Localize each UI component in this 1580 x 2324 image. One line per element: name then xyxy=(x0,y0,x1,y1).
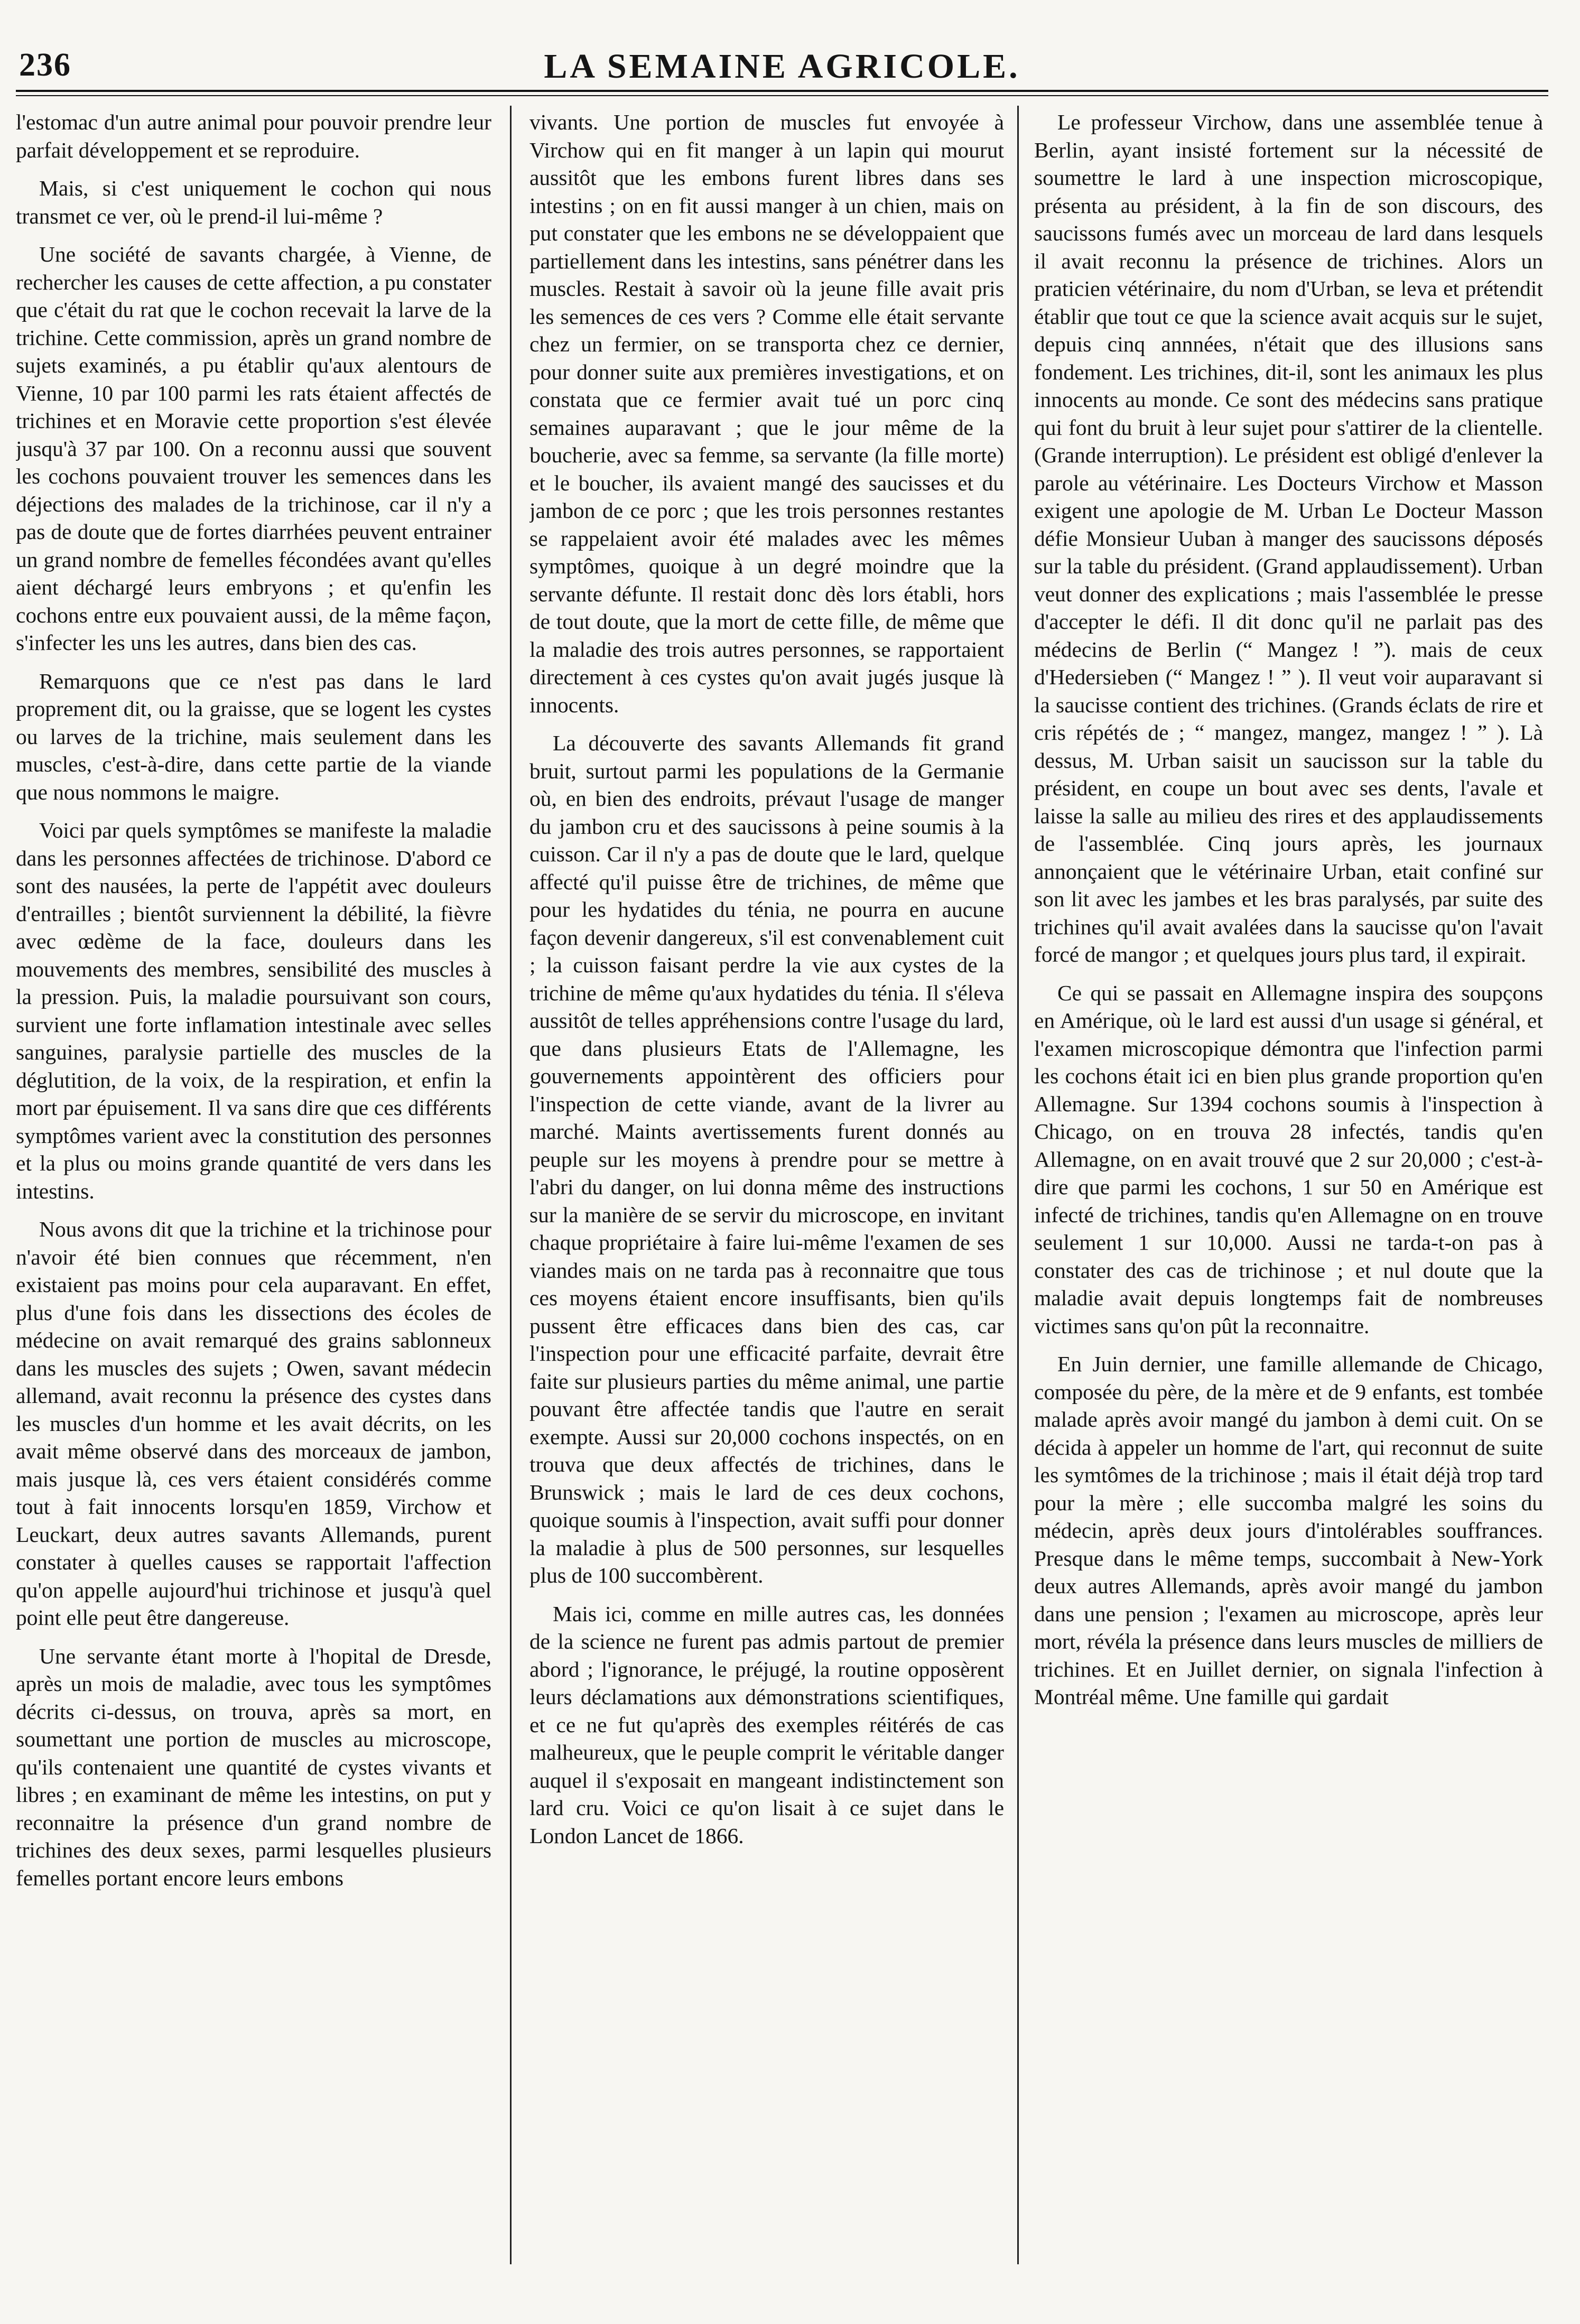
header-rule xyxy=(16,90,1548,96)
paragraph: Ce qui se passait en Allemagne inspira des soupçons en Amérique, où le lard est aussi d'un usage si général, et l'examen microscopique démontra que l'infection parmi les cochons était ici en bien plus grande proportion qu'en Allemagne. Sur 1394 cochons soumis à l'inspection à Chicago, on en trouva 28 infectés, tandis qu'en Allemagne, on en avait trouvé que 2 sur 20,000 ; c'est-à-dire que parmi les cochons, 1 sur 50 en Amérique est infecté de trichines, tandis qu'en Allemagne on en trouve seulement 1 sur 10,000. Aussi ne tarda-t-on pas à constater des cas de trichinose ; et nul doute que la maladie avait depuis longtemps fait de nombreuses victimes sans qu'on pût la reconnaitre. xyxy=(1034,980,1543,1338)
journal-title: LA SEMAINE AGRICOLE. xyxy=(544,47,1020,86)
paragraph: Mais ici, comme en mille autres cas, les données de la science ne furent pas admis partout de premier abord ; l'ignorance, le préjugé, la routine opposèrent leurs déclamations aux démonstrations scientifiques, et ce ne fut qu'après des exemples réitérés de cas malheureux, que le peuple comprit le véritable danger auquel il s'exposait en mangeant indistinctement son lard cru. Voici ce qu'on lisait à ce sujet dans le London Lancet de 1866. xyxy=(529,1601,1004,1848)
page-number: 236 xyxy=(19,47,71,83)
paragraph: Voici par quels symptômes se manifeste la maladie dans les personnes affectées de trichinose. D'abord ce sont des nausées, la perte de l'appétit avec douleurs d'entrailles ; bientôt surviennent la débilité, la fièvre avec œdème de la face, douleurs dans les mouvements des membres, sensibilité des muscles à la pression. Puis, la maladie poursuivant son cours, survient une forte inflamation intestinale avec selles sanguines, paralysie partielle des muscles de la déglutition, de la voix, de la respiration, et enfin la mort par épuisement. Il va sans dire que ces différents symptômes varient avec la constitution des personnes et la plus ou moins grande quantité de vers dans les intestins. xyxy=(16,818,491,1203)
text-column-3 xyxy=(1034,108,1543,2264)
paragraph: En Juin dernier, une famille allemande de Chicago, composée du père, de la mère et de 9 enfants, est tombée malade après avoir mangé du jambon à demi cuit. On se décida à appeler un homme de l'art, qui reconnut de suite les symtômes de la trichinose ; mais il était déjà trop tard pour la mère ; elle succomba malgré les soins du médecin, après deux jours d'intolérables souffrances. Presque dans le même temps, succombait à New-York deux autres Allemands, après avoir mangé du jambon dans une pension ; l'examen au microscope, après leur mort, révéla la présence dans leurs muscles de milliers de trichines. Et en Juillet dernier, on signala l'infection à Montréal même. Une famille qui gardait xyxy=(1034,1352,1543,1709)
paragraph: Le professeur Virchow, dans une assemblée tenue à Berlin, ayant insisté fortement sur la nécessité de soumettre le lard à une inspection microscopique, présenta au président, à la fin de son discours, des saucissons fumés avec un morceau de lard dans lesquels il avait reconnu la présence de trichines. Alors un praticien vétérinaire, du nom d'Urban, se leva et prétendit établir que tout ce que la science avait acquis sur le sujet, depuis cinq annnées, n'était que des illusions sans fondement. Les trichines, dit-il, sont les animaux les plus innocents au monde. Ce sont des médecins sans pratique qui font du bruit à leur sujet pour s'attirer de la clientelle. (Grande interruption). Le président est obligé d'enlever la parole au vétérinaire. Les Docteurs Virchow et Masson exigent une apologie de M. Urban Le Docteur Masson défie Monsieur Uuban à manger des saucissons déposés sur la table du président. (Grand applaudissement). Urban veut donner des explications ; mais l'assemblée le presse d'accepter le défi. Il dit donc qu'il ne parlait pas des médecins de Berlin (“ Mangez ! ”). mais de ceux d'Hedersieben (“ Mangez ! ” ). Il veut voir auparavant si la saucisse contient des trichines. (Grands éclats de rire et cris répétés de ; “ mangez, mangez, mangez ! ” ). Là dessus, M. Urban saisit un saucisson sur la table du président, en coupe un bout avec ses dents, l'avale et laisse la salle au milieu des rires et des applaudissements de l'assemblée. Cinq jours après, les journaux annonçaient que le vétérinaire Urban, etait confiné sur son lit avec les jambes et les bras paralysés, par suite des trichines qu'il avait avalées dans la saucisse qu'on l'avait forcé de mangor ; et quelques jours plus tard, il expirait. xyxy=(1034,110,1543,966)
text-column-2 xyxy=(529,108,1004,2264)
paragraph: La découverte des savants Allemands fit grand bruit, surtout parmi les populations de la Germanie où, en bien des endroits, prévaut l'usage de manger du jambon cru et des saucissons à peine soumis à la cuisson. Car il n'y a pas de doute que le lard, quelque affecté qu'il puisse être de trichines, de même que pour les hydatides du ténia, ne pourra en aucune façon devenir dangereux, s'il est convenablement cuit ; la cuisson faisant perdre la vie aux cystes de la trichine de même qu'aux hydatides du ténia. Il s'éleva aussitôt de telles appréhensions contre l'usage du lard, que dans plusieurs Etats de l'Allemagne, les gouvernements appointèrent des officiers pour l'inspection de cette viande, avant de la livrer au marché. Maints avertissements furent donnés au peuple sur les moyens à prendre pour se mettre à l'abri du danger, on lui donna même des instructions sur la manière de se servir du microscope, en invitant chaque propriétaire à faire lui-même l'examen de ses viandes mais on ne tarda pas à reconnaitre que tous ces moyens étaient encore insuffisants, bien qu'ils pussent être efficaces dans bien des cas, car l'inspection pour une efficacité parfaite, devrait être faite sur plusieurs parties du même animal, une partie pouvant être affectée tandis que l'autre en serait exempte. Aussi sur 20,000 cochons inspectés, on en trouva que deux affectés de trichines, dans le Brunswick ; mais le lard de ces deux cochons, quoique soumis à l'inspection, avait suffi pour donner la maladie à plus de 500 personnes, sur lesquelles plus de 100 succombèrent. xyxy=(529,731,1004,1587)
text-column-1 xyxy=(16,108,491,2264)
column-divider xyxy=(1017,106,1019,2264)
paragraph: Une servante étant morte à l'hopital de Dresde, après un mois de maladie, avec tous les symptômes décrits ci-dessus, on trouva, après sa mort, en soumettant une portion de muscles au microscope, qu'ils contenaient une quantité de cystes vivants et libres ; en examinant de même les intestins, on put y reconnaitre la présence d'un grand nombre de trichines des deux sexes, parmi lesquelles plusieurs femelles portant encore leurs embons xyxy=(16,1643,491,1890)
paragraph: Remarquons que ce n'est pas dans le lard proprement dit, ou la graisse, que se logent les cystes ou larves de la trichine, mais seulement dans les muscles, c'est-à-dire, dans cette partie de la viande que nous nommons le maigre. xyxy=(16,668,491,804)
page-header xyxy=(16,47,1548,89)
paragraph: Mais, si c'est uniquement le cochon qui nous transmet ce ver, où le prend-il lui-même ? xyxy=(16,176,491,228)
paragraph: Une société de savants chargée, à Vienne, de rechercher les causes de cette affection, a pu constater que c'était du rat que le cochon recevait la larve de la trichine. Cette commission, après un grand nombre de sujets examinés, a pu établir qu'aux alentours de Vienne, 10 par 100 parmi les rats étaient affectés de trichines et en Moravie cette proportion s'est élevée jusqu'à 37 par 100. On a reconnu aussi que souvent les cochons pouvaient trouver les semences dans les déjections des malades de la trichinose, car il n'y a pas de doute que de fortes diarrhées peuvent entrainer un grand nombre de femelles fécondées avant qu'elles aient déchargé leurs embryons ; et qu'enfin les cochons entre eux pouvaient aussi, de la même façon, s'infecter les uns les autres, dans bien des cas. xyxy=(16,242,491,655)
paragraph: Nous avons dit que la trichine et la trichinose pour n'avoir été bien connues que récemment, n'en existaient pas moins pour cela auparavant. En effet, plus d'une fois dans les dissections des écoles de médecine on avait remarqué des grains sablonneux dans les muscles des sujets ; Owen, savant médecin allemand, avait reconnu la présence des cystes dans les muscles d'un homme et les avait décrits, on les avait même observé dans des morceaux de jambon, mais jusque là, ces vers étaient considérés comme tout à fait innocents lorsqu'en 1859, Virchow et Leuckart, deux autres savants Allemands, purent constater à quelles causes se rapportait l'affection qu'on appelle aujourd'hui trichinose et jusqu'à quel point elle peut être dangereuse. xyxy=(16,1217,491,1630)
paragraph: l'estomac d'un autre animal pour pouvoir prendre leur parfait développement et se reproduire. xyxy=(16,110,491,162)
paragraph: vivants. Une portion de muscles fut envoyée à Virchow qui en fit manger à un lapin qui mourut aussitôt que les embons furent libres dans ses intestins ; on en fit aussi manger à un chien, mais on put constater que les embons ne se développaient que partiellement dans les intestins, sans pénétrer dans les muscles. Restait à savoir où la jeune fille avait pris les semences de ces vers ? Comme elle était servante chez un fermier, on se transporta chez ce dernier, pour donner suite aux premières investigations, et on constata que ce fermier avait tué un porc cinq semaines auparavant ; que le jour même de la boucherie, avec sa femme, sa servante (la fille morte) et le boucher, ils avaient mangé des saucisses et du jambon de ce porc ; que les trois personnes restantes se rappelaient avoir été malades avec les mêmes symptômes, quoique à un degré moindre que la servante défunte. Il restait donc dès lors établi, hors de tout doute, que la mort de cette fille, de même que la maladie des trois autres personnes, se rapportaient directement à ces cystes qu'on avait jugés jusque là innocents. xyxy=(529,110,1004,717)
column-divider xyxy=(510,106,512,2264)
